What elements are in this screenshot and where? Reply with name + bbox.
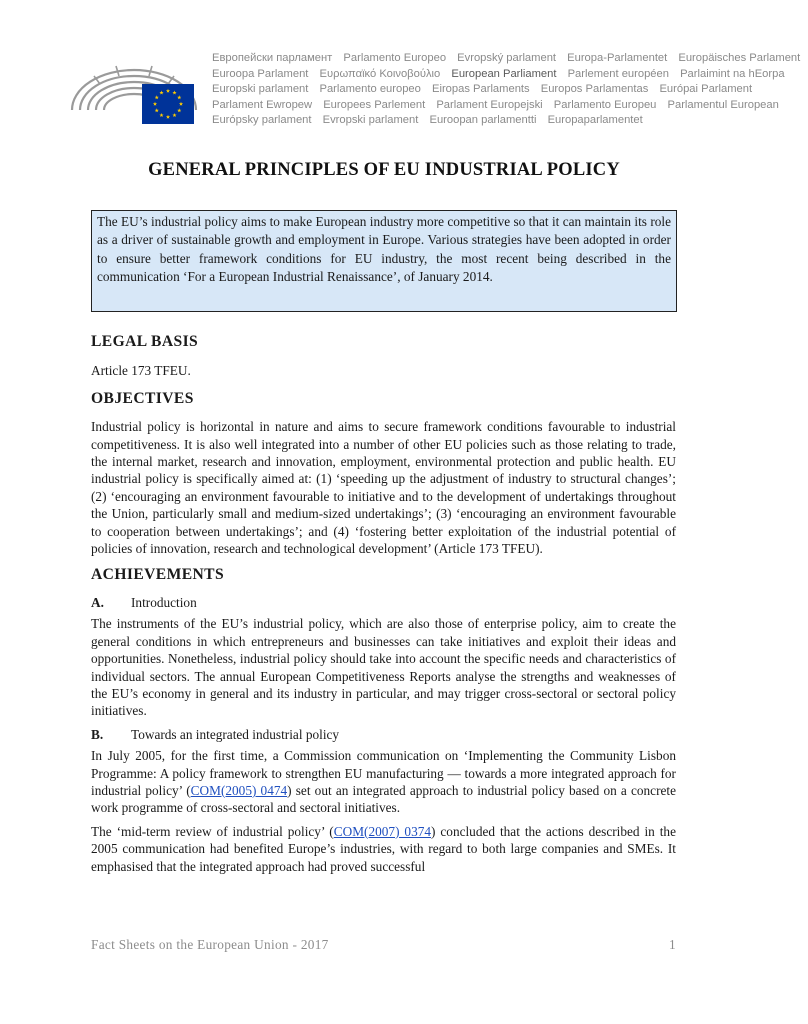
parliament-name: Parlement européen: [567, 67, 669, 80]
page-number: 1: [669, 937, 676, 952]
legal-basis-text: Article 173 TFEU.: [91, 363, 191, 379]
com-2005-0474-link[interactable]: COM(2005) 0474: [190, 782, 288, 798]
legal-basis-heading: LEGAL BASIS: [91, 333, 199, 350]
parliament-name: Eiropas Parlaments: [432, 83, 530, 96]
parliament-name: Parlamento Europeo: [343, 52, 447, 64]
paragraph-text: In July 2005, for the first time, a Commission communication on ‘Implementing the Community Lisbon Programme: A policy framework to strengthen EU manufacturing — towards a more integrated approach for industrial policy’ (: [91, 748, 676, 798]
section-title: Introduction: [131, 594, 197, 610]
page-footer: [91, 937, 676, 953]
european-parliament-logo: [64, 50, 204, 128]
parliament-name: Parlamento europeo: [319, 83, 421, 96]
parliament-name: Evropský parlament: [457, 52, 557, 64]
parliament-name: Parlamentul European: [667, 98, 779, 111]
parliament-name: Europäisches Parlament: [678, 52, 801, 64]
parliament-name: Parlamento Europeu: [553, 98, 657, 111]
parliament-name: Európai Parlament: [659, 83, 753, 96]
parliament-name: Ευρωπαϊκό Κοινοβούλιο: [319, 67, 441, 80]
parliament-names-row: [212, 51, 801, 67]
section-b-paragraph: [91, 747, 676, 817]
footer-source: Fact Sheets on the European Union - 2017: [91, 937, 329, 952]
section-title: Towards an integrated industrial policy: [131, 726, 340, 742]
section-b-heading: [91, 726, 676, 743]
parliament-name: European Parliament: [451, 67, 557, 80]
paragraph-text: The ‘mid-term review of industrial policy’ (: [91, 823, 334, 839]
parliament-names-row: [212, 82, 753, 98]
objectives-heading: OBJECTIVES: [91, 389, 194, 407]
parliament-name: Európsky parlament: [212, 114, 312, 127]
section-b-paragraph: [91, 823, 676, 875]
parliament-name: Parlament Ewropew: [212, 98, 313, 111]
parliament-name: Europski parlament: [212, 83, 309, 96]
com-2007-0374-link[interactable]: COM(2007) 0374: [333, 823, 432, 839]
paragraph-text: ) set out an integrated approach to industrial policy based on a concrete work programme of cross-sectoral and sectoral initiatives.: [91, 782, 676, 816]
parliament-names: [212, 51, 801, 129]
parliament-name: Europaparlamentet: [547, 114, 643, 127]
section-a-text: The instruments of the EU’s industrial policy, which are also those of enterprise policy, aim to create the general conditions in which entrepreneurs and businesses can take initiatives and exploit their ideas and opportunities. Nonetheless, industrial policy should take into account the specific needs and characteristics of individual sectors. The annual European Competitiveness Reports analyse the strengths and weaknesses of the EU’s economy in general and its industry in particular, and may trigger cross-sectoral or sectoral policy initiatives.: [91, 616, 676, 719]
summary-box: The EU’s industrial policy aims to make European industry more competitive so that it can maintain its role as a driver of sustainable growth and employment in Europe. Various strategies have been adopted in order to ensure better framework conditions for EU industry, the most recent being described in the communication ‘For a European Industrial Renaissance’, of January 2014.: [91, 210, 677, 312]
parliament-name: Euroopa Parlament: [212, 67, 309, 80]
document-title: GENERAL PRINCIPLES OF EU INDUSTRIAL POLICY: [148, 160, 620, 180]
parliament-names-row: [212, 67, 785, 83]
paragraph-text: ) concluded that the actions described in the 2005 communication had benefited Europe’s industries, with regard to both large companies and SMEs. It emphasised that the integrated approach had proved successful: [91, 823, 676, 874]
parliament-names-row: [212, 98, 779, 114]
parliament-name: Parlaimint na hEorpa: [680, 67, 785, 80]
parliament-name: Europees Parlement: [323, 98, 426, 111]
parliament-name: Европейски парламент: [212, 52, 333, 64]
parliament-name: Europa-Parlamentet: [567, 52, 668, 64]
parliament-name: Euroopan parlamentti: [429, 114, 537, 127]
parliament-name: Parlament Europejski: [436, 98, 543, 111]
document-body: [91, 333, 676, 875]
objectives-text: Industrial policy is horizontal in nature and aims to secure framework conditions favourable to industrial competitiveness. It is also well integrated into a number of other EU policies such as those relating to trade, the internal market, research and innovation, employment, environmental protection and public health. EU industrial policy is specifically aimed at: (1) ‘speeding up the adjustment of industry to structural changes’; (2) ‘encouraging an environment favourable to initiative and to the development of undertakings throughout the Union, particularly small and medium-sized undertakings’; (3) ‘encouraging an environment favourable to cooperation between undertakings’; and (4) ‘fostering better exploitation of the industrial potential of policies of innovation, research and technological development’ (Article 173 TFEU).: [91, 419, 676, 557]
achievements-heading: ACHIEVEMENTS: [91, 566, 225, 584]
section-a-heading: [91, 594, 676, 611]
parliament-name: Evropski parlament: [322, 114, 419, 127]
section-letter: B.: [91, 726, 104, 742]
section-letter: A.: [91, 594, 104, 610]
parliament-names-row: [212, 113, 722, 129]
parliament-name: Europos Parlamentas: [540, 83, 649, 96]
